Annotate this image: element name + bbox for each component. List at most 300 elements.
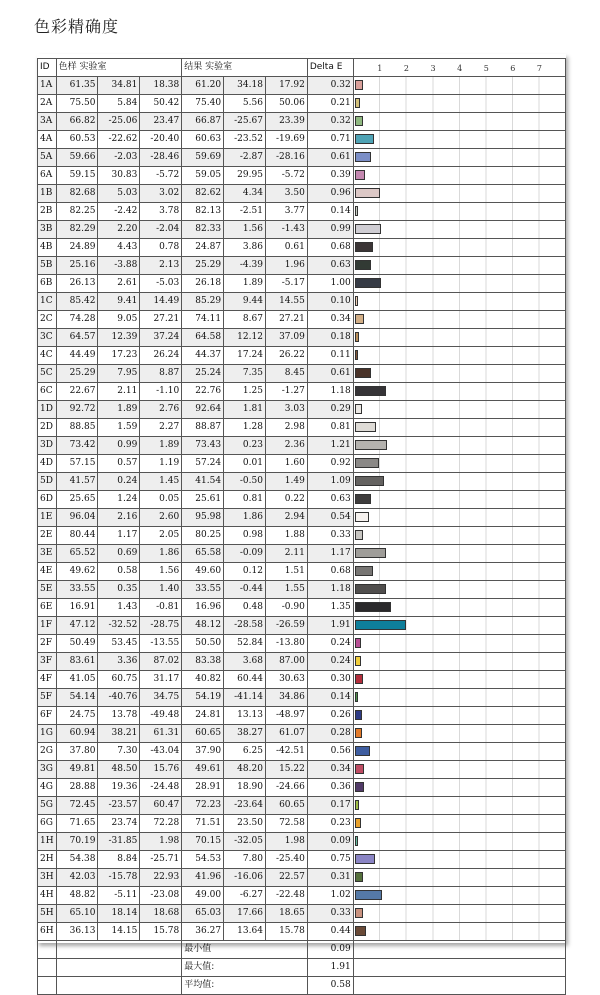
delta-e-bar: [355, 584, 386, 594]
delta-e-value: 0.61: [307, 149, 353, 167]
delta-e-bar-cell: [353, 437, 565, 455]
sample-l: 28.88: [56, 779, 98, 797]
sample-a: -22.62: [98, 131, 140, 149]
sample-l: 59.15: [56, 167, 98, 185]
scale-tick-label: 4: [457, 64, 463, 73]
result-a: 4.34: [224, 185, 266, 203]
delta-e-bar: [355, 224, 381, 234]
patch-id: 6D: [38, 491, 57, 509]
sample-a: 12.39: [98, 329, 140, 347]
table-row: [38, 311, 566, 329]
sample-a: 0.58: [98, 563, 140, 581]
patch-id: 5D: [38, 473, 57, 491]
result-a: 5.56: [224, 95, 266, 113]
patch-id: 4H: [38, 887, 57, 905]
patch-id: 2B: [38, 203, 57, 221]
patch-id: 4B: [38, 239, 57, 257]
sample-a: 9.41: [98, 293, 140, 311]
table-row: [38, 401, 566, 419]
result-b: 8.45: [265, 365, 307, 383]
delta-e-bar-cell: [353, 509, 565, 527]
sample-b: 61.31: [140, 725, 182, 743]
result-b: 1.60: [265, 455, 307, 473]
delta-e-value: 0.92: [307, 455, 353, 473]
sample-a: 23.74: [98, 815, 140, 833]
result-a: 1.89: [224, 275, 266, 293]
delta-e-bar-cell: [353, 149, 565, 167]
patch-id: 5B: [38, 257, 57, 275]
result-a: 0.01: [224, 455, 266, 473]
summary-blank: [38, 941, 57, 959]
delta-e-value: 1.00: [307, 275, 353, 293]
table-row: [38, 653, 566, 671]
delta-e-value: 0.32: [307, 77, 353, 95]
sample-b: 3.02: [140, 185, 182, 203]
delta-e-value: 0.71: [307, 131, 353, 149]
sample-a: 48.50: [98, 761, 140, 779]
color-accuracy-report: [37, 54, 566, 990]
table-row: [38, 851, 566, 869]
sample-b: 87.02: [140, 653, 182, 671]
patch-id: 3F: [38, 653, 57, 671]
patch-id: 4F: [38, 671, 57, 689]
header-delta-e: Delta E: [307, 59, 353, 77]
result-l: 33.55: [182, 581, 224, 599]
table-row: [38, 509, 566, 527]
sample-a: 53.45: [98, 635, 140, 653]
delta-e-bar: [355, 260, 372, 270]
patch-id: 3D: [38, 437, 57, 455]
sample-a: 17.23: [98, 347, 140, 365]
summary-bar-blank: [353, 959, 565, 977]
table-row: [38, 527, 566, 545]
table-row: [38, 329, 566, 347]
result-a: 9.44: [224, 293, 266, 311]
result-l: 75.40: [182, 95, 224, 113]
sample-l: 41.05: [56, 671, 98, 689]
delta-e-bar: [355, 512, 369, 522]
patch-id: 4D: [38, 455, 57, 473]
delta-e-bar: [355, 188, 381, 198]
summary-row: [38, 977, 566, 995]
patch-id: 6C: [38, 383, 57, 401]
result-b: 27.21: [265, 311, 307, 329]
result-a: 1.81: [224, 401, 266, 419]
delta-e-bar-cell: [353, 581, 565, 599]
table-row: [38, 239, 566, 257]
sample-b: -23.08: [140, 887, 182, 905]
sample-l: 73.42: [56, 437, 98, 455]
delta-e-bar-cell: [353, 167, 565, 185]
sample-l: 37.80: [56, 743, 98, 761]
sample-l: 74.28: [56, 311, 98, 329]
result-l: 54.53: [182, 851, 224, 869]
result-a: 34.18: [224, 77, 266, 95]
result-a: 1.28: [224, 419, 266, 437]
summary-row: [38, 941, 566, 959]
table-row: [38, 95, 566, 113]
delta-e-bar-cell: [353, 707, 565, 725]
result-l: 82.13: [182, 203, 224, 221]
delta-e-bar-cell: [353, 815, 565, 833]
delta-e-bar-cell: [353, 905, 565, 923]
result-b: -24.66: [265, 779, 307, 797]
table-row: [38, 491, 566, 509]
sample-a: 0.57: [98, 455, 140, 473]
result-l: 72.23: [182, 797, 224, 815]
sample-a: 8.84: [98, 851, 140, 869]
sample-a: 2.11: [98, 383, 140, 401]
delta-e-bar-cell: [353, 77, 565, 95]
delta-e-bar-cell: [353, 275, 565, 293]
sample-a: 3.36: [98, 653, 140, 671]
result-b: -25.40: [265, 851, 307, 869]
scale-tick-label: 6: [510, 64, 516, 73]
result-a: 0.81: [224, 491, 266, 509]
delta-e-value: 0.30: [307, 671, 353, 689]
result-a: -32.05: [224, 833, 266, 851]
delta-e-value: 0.18: [307, 329, 353, 347]
result-a: 18.90: [224, 779, 266, 797]
sample-l: 44.49: [56, 347, 98, 365]
table-row: [38, 779, 566, 797]
delta-e-bar-cell: [353, 725, 565, 743]
delta-e-bar: [355, 854, 375, 864]
sample-b: -1.10: [140, 383, 182, 401]
sample-b: -0.81: [140, 599, 182, 617]
sample-l: 49.81: [56, 761, 98, 779]
patch-id: 3E: [38, 545, 57, 563]
sample-l: 88.85: [56, 419, 98, 437]
delta-e-bar-cell: [353, 419, 565, 437]
delta-e-value: 0.81: [307, 419, 353, 437]
patch-id: 5H: [38, 905, 57, 923]
delta-e-bar-cell: [353, 473, 565, 491]
result-a: 17.66: [224, 905, 266, 923]
patch-id: 5A: [38, 149, 57, 167]
patch-id: 2D: [38, 419, 57, 437]
sample-b: 2.05: [140, 527, 182, 545]
sample-b: -2.04: [140, 221, 182, 239]
delta-e-value: 0.33: [307, 527, 353, 545]
patch-id: 6A: [38, 167, 57, 185]
delta-e-value: 0.32: [307, 113, 353, 131]
result-b: 61.07: [265, 725, 307, 743]
sample-b: 22.93: [140, 869, 182, 887]
delta-e-scale: [353, 59, 565, 77]
delta-e-value: 1.35: [307, 599, 353, 617]
delta-e-bar-cell: [353, 491, 565, 509]
delta-e-bar-cell: [353, 689, 565, 707]
delta-e-bar-cell: [353, 239, 565, 257]
delta-e-bar-cell: [353, 761, 565, 779]
result-a: 52.84: [224, 635, 266, 653]
delta-e-bar: [355, 656, 361, 666]
result-a: 38.27: [224, 725, 266, 743]
delta-e-value: 0.68: [307, 563, 353, 581]
sample-b: 50.42: [140, 95, 182, 113]
table-row: [38, 599, 566, 617]
sample-a: -32.52: [98, 617, 140, 635]
sample-a: -15.78: [98, 869, 140, 887]
sample-b: 1.56: [140, 563, 182, 581]
table-row: [38, 923, 566, 941]
patch-id: 2C: [38, 311, 57, 329]
delta-e-value: 0.99: [307, 221, 353, 239]
table-row: [38, 545, 566, 563]
sample-l: 48.82: [56, 887, 98, 905]
delta-e-value: 1.21: [307, 437, 353, 455]
result-l: 50.50: [182, 635, 224, 653]
delta-e-bar-cell: [353, 113, 565, 131]
result-b: 60.65: [265, 797, 307, 815]
delta-e-bar: [355, 314, 364, 324]
sample-b: -24.48: [140, 779, 182, 797]
result-l: 25.24: [182, 365, 224, 383]
result-a: -23.52: [224, 131, 266, 149]
sample-b: 1.19: [140, 455, 182, 473]
delta-e-bar: [355, 98, 361, 108]
sample-a: 0.69: [98, 545, 140, 563]
sample-l: 96.04: [56, 509, 98, 527]
result-b: 50.06: [265, 95, 307, 113]
sample-a: -3.88: [98, 257, 140, 275]
result-l: 88.87: [182, 419, 224, 437]
delta-e-bar-cell: [353, 635, 565, 653]
result-l: 36.27: [182, 923, 224, 941]
result-b: 72.58: [265, 815, 307, 833]
sample-b: 1.98: [140, 833, 182, 851]
patch-id: 1B: [38, 185, 57, 203]
scale-tick-label: 5: [483, 64, 489, 73]
sample-b: -20.40: [140, 131, 182, 149]
summary-blank: [38, 959, 57, 977]
patch-id: 1H: [38, 833, 57, 851]
sample-b: -28.46: [140, 149, 182, 167]
delta-e-bar: [355, 908, 364, 918]
delta-e-bar-cell: [353, 185, 565, 203]
sample-a: 18.14: [98, 905, 140, 923]
table-row: [38, 689, 566, 707]
table-row: [38, 365, 566, 383]
sample-l: 36.13: [56, 923, 98, 941]
result-l: 65.03: [182, 905, 224, 923]
table-row: [38, 383, 566, 401]
table-row: [38, 221, 566, 239]
delta-e-value: 0.34: [307, 761, 353, 779]
result-l: 49.61: [182, 761, 224, 779]
result-a: -0.09: [224, 545, 266, 563]
sample-b: 1.89: [140, 437, 182, 455]
sample-b: 18.38: [140, 77, 182, 95]
scale-tick-label: 1: [377, 64, 383, 73]
patch-id: 1A: [38, 77, 57, 95]
result-l: 49.00: [182, 887, 224, 905]
delta-e-value: 1.17: [307, 545, 353, 563]
sample-b: 2.13: [140, 257, 182, 275]
sample-b: 15.76: [140, 761, 182, 779]
sample-b: -28.75: [140, 617, 182, 635]
sample-l: 54.14: [56, 689, 98, 707]
sample-a: 7.30: [98, 743, 140, 761]
sample-l: 26.13: [56, 275, 98, 293]
summary-row: [38, 959, 566, 977]
page-title: 色彩精确度: [34, 17, 120, 36]
delta-e-value: 0.96: [307, 185, 353, 203]
result-l: 59.05: [182, 167, 224, 185]
patch-id: 3C: [38, 329, 57, 347]
result-a: 0.12: [224, 563, 266, 581]
delta-e-bar-cell: [353, 257, 565, 275]
patch-id: 5F: [38, 689, 57, 707]
result-b: 0.22: [265, 491, 307, 509]
delta-e-bar-cell: [353, 833, 565, 851]
result-b: -42.51: [265, 743, 307, 761]
result-a: -2.87: [224, 149, 266, 167]
sample-b: 2.76: [140, 401, 182, 419]
table-row: [38, 725, 566, 743]
table-row: [38, 347, 566, 365]
delta-e-bar: [355, 458, 379, 468]
sample-l: 83.61: [56, 653, 98, 671]
table-row: [38, 257, 566, 275]
patch-id: 3A: [38, 113, 57, 131]
color-accuracy-table: [37, 58, 566, 995]
sample-l: 60.53: [56, 131, 98, 149]
delta-e-value: 0.24: [307, 635, 353, 653]
sample-a: 5.84: [98, 95, 140, 113]
table-row: [38, 203, 566, 221]
delta-e-bar-cell: [353, 131, 565, 149]
delta-e-bar: [355, 116, 364, 126]
result-l: 24.81: [182, 707, 224, 725]
table-row: [38, 671, 566, 689]
result-a: 13.13: [224, 707, 266, 725]
sample-a: 1.43: [98, 599, 140, 617]
delta-e-value: 0.14: [307, 203, 353, 221]
sample-l: 70.19: [56, 833, 98, 851]
delta-e-bar: [355, 602, 391, 612]
result-l: 80.25: [182, 527, 224, 545]
table-row: [38, 707, 566, 725]
result-a: 3.68: [224, 653, 266, 671]
sample-b: 23.47: [140, 113, 182, 131]
sample-a: 9.05: [98, 311, 140, 329]
delta-e-value: 0.34: [307, 311, 353, 329]
delta-e-bar-cell: [353, 671, 565, 689]
table-row: [38, 581, 566, 599]
sample-l: 82.25: [56, 203, 98, 221]
delta-e-bar: [355, 890, 382, 900]
delta-e-bar: [355, 710, 362, 720]
sample-b: 27.21: [140, 311, 182, 329]
delta-e-bar: [355, 638, 361, 648]
patch-id: 6F: [38, 707, 57, 725]
delta-e-value: 1.02: [307, 887, 353, 905]
delta-e-value: 0.28: [307, 725, 353, 743]
sample-l: 50.49: [56, 635, 98, 653]
patch-id: 2G: [38, 743, 57, 761]
result-b: -48.97: [265, 707, 307, 725]
sample-b: -5.72: [140, 167, 182, 185]
result-a: 29.95: [224, 167, 266, 185]
table-row: [38, 473, 566, 491]
delta-e-bar: [355, 152, 371, 162]
summary-blank: [56, 959, 182, 977]
sample-a: -40.76: [98, 689, 140, 707]
sample-b: 31.17: [140, 671, 182, 689]
result-l: 25.61: [182, 491, 224, 509]
result-a: 8.67: [224, 311, 266, 329]
delta-e-value: 0.75: [307, 851, 353, 869]
result-a: 0.48: [224, 599, 266, 617]
sample-l: 82.68: [56, 185, 98, 203]
sample-a: 30.83: [98, 167, 140, 185]
result-b: 2.36: [265, 437, 307, 455]
result-b: 1.55: [265, 581, 307, 599]
sample-a: -2.03: [98, 149, 140, 167]
result-b: -0.90: [265, 599, 307, 617]
patch-id: 2A: [38, 95, 57, 113]
table-row: [38, 833, 566, 851]
result-l: 83.38: [182, 653, 224, 671]
sample-l: 92.72: [56, 401, 98, 419]
delta-e-bar-cell: [353, 779, 565, 797]
patch-id: 5C: [38, 365, 57, 383]
delta-e-value: 1.09: [307, 473, 353, 491]
table-row: [38, 293, 566, 311]
delta-e-value: 0.11: [307, 347, 353, 365]
result-a: -16.06: [224, 869, 266, 887]
delta-e-bar: [355, 782, 365, 792]
result-b: 26.22: [265, 347, 307, 365]
sample-b: -13.55: [140, 635, 182, 653]
delta-e-value: 0.09: [307, 833, 353, 851]
patch-id: 2F: [38, 635, 57, 653]
delta-e-bar-cell: [353, 455, 565, 473]
delta-e-value: 0.24: [307, 653, 353, 671]
result-a: -2.51: [224, 203, 266, 221]
result-l: 26.18: [182, 275, 224, 293]
result-b: 34.86: [265, 689, 307, 707]
delta-e-bar-cell: [353, 869, 565, 887]
patch-id: 2E: [38, 527, 57, 545]
delta-e-bar-cell: [353, 545, 565, 563]
summary-blank: [38, 977, 57, 995]
patch-id: 4A: [38, 131, 57, 149]
delta-e-value: 0.61: [307, 365, 353, 383]
sample-a: 0.99: [98, 437, 140, 455]
summary-label: 最大值:: [182, 959, 308, 977]
result-l: 16.96: [182, 599, 224, 617]
sample-a: 1.89: [98, 401, 140, 419]
sample-a: 2.61: [98, 275, 140, 293]
delta-e-bar: [355, 368, 371, 378]
patch-id: 1F: [38, 617, 57, 635]
sample-a: 60.75: [98, 671, 140, 689]
delta-e-bar: [355, 386, 386, 396]
sample-l: 54.38: [56, 851, 98, 869]
result-b: 14.55: [265, 293, 307, 311]
sample-b: 26.24: [140, 347, 182, 365]
summary-label: 最小值: [182, 941, 308, 959]
sample-l: 75.50: [56, 95, 98, 113]
result-b: -1.27: [265, 383, 307, 401]
delta-e-bar: [355, 80, 364, 90]
summary-value: 0.58: [307, 977, 353, 995]
sample-b: 72.28: [140, 815, 182, 833]
delta-e-bar-cell: [353, 401, 565, 419]
